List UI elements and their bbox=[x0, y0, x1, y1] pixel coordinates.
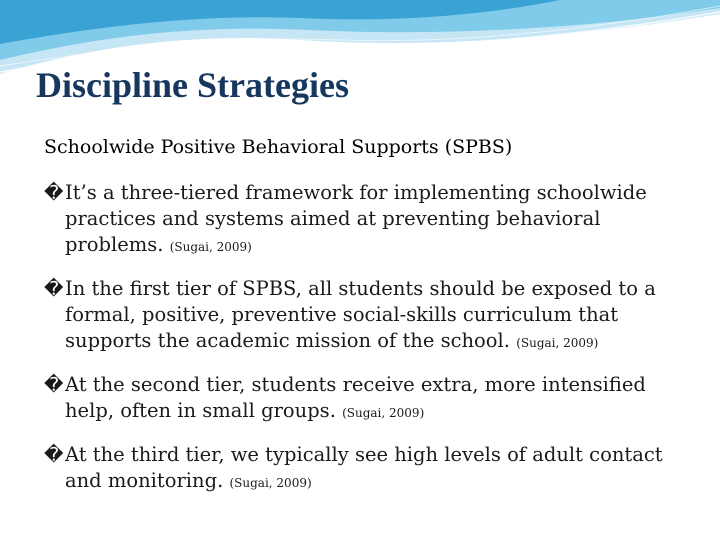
bullet-item bbox=[44, 442, 694, 496]
bullet-item bbox=[44, 276, 694, 356]
slide-subtitle: Schoolwide Positive Behavioral Supports (SPBS) bbox=[44, 136, 513, 158]
bullet-marker-icon: � bbox=[44, 278, 64, 300]
bullet-citation: (Sugai, 2009) bbox=[229, 476, 312, 490]
bullet-marker-icon: � bbox=[44, 182, 64, 204]
bullet-text: At the third tier, we typically see high levels of adult contact and monitoring. bbox=[65, 443, 663, 492]
bullet-text: At the second tier, students receive extra, more intensified help, often in small groups. bbox=[65, 373, 646, 422]
bullet-marker-icon: � bbox=[44, 444, 64, 466]
bullet-citation: (Sugai, 2009) bbox=[516, 336, 599, 350]
bullet-text: In the first tier of SPBS, all students should be exposed to a formal, positive, preventive social-skills curriculum that supports the academic mission of the school. bbox=[65, 277, 656, 352]
bullet-item bbox=[44, 180, 694, 260]
bullet-marker-icon: � bbox=[44, 374, 64, 396]
bullet-citation: (Sugai, 2009) bbox=[342, 406, 425, 420]
bullet-list bbox=[44, 180, 694, 512]
bullet-item bbox=[44, 372, 694, 426]
bullet-text: It’s a three-tiered framework for implementing schoolwide practices and systems aimed at preventing behavioral problems. bbox=[65, 181, 647, 256]
slide-title: Discipline Strategies bbox=[36, 65, 349, 105]
bullet-citation: (Sugai, 2009) bbox=[169, 240, 252, 254]
